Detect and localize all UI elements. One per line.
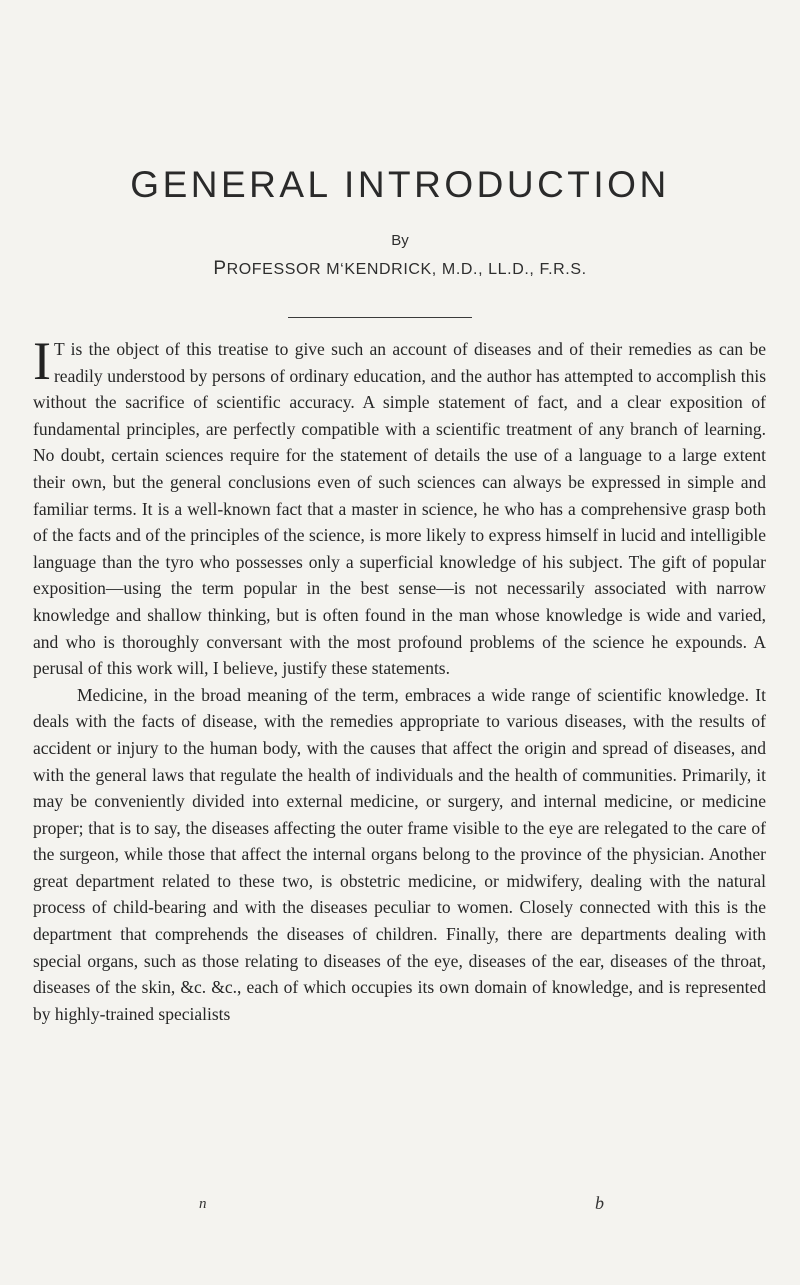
drop-cap: I <box>33 331 51 391</box>
signature-mark-left: n <box>199 1196 207 1212</box>
body-text <box>33 331 766 1027</box>
byline-by: By <box>391 232 409 249</box>
section-divider <box>288 317 472 318</box>
paragraph-2: Medicine, in the broad meaning of the term, embraces a wide range of scientific knowledge. It deals with the facts of disease, with the remedies appropriate to various diseases, with the results of accident or injury to the human body, with the causes that affect the origin and spread of diseases, and with the general laws that regulate the health of individuals and the health of communities. Primarily, it may be conveniently divided into external medicine, or surgery, and internal medicine, or medicine proper; that is to say, the diseases affecting the outer frame visible to the eye are relegated to the care of the surgeon, while those that affect the internal organs belong to the province of the physician. Another great department related to these two, is obstetric medicine, or midwifery, dealing with the natural process of child-bearing and with the diseases peculiar to women. Closely connected with this is the department that comprehends the diseases of children. Finally, there are departments dealing with special organs, such as those relating to diseases of the eye, diseases of the ear, diseases of the throat, diseases of the skin, &c. &c., each of which occupies its own domain of knowledge, and is represented by highly-trained specialists <box>33 684 766 1024</box>
paragraph-1-text: T is the object of this treatise to give such an account of diseases and of their remedies as can be readily understood by persons of ordinary education, and the author has attempted to accomplish this without the sacrifice of scientific accuracy. A simple statement of fact, and a clear exposition of fundamental principles, are perfectly compatible with a scientific treatment of any branch of learning. No doubt, certain sciences require for the statement of details the use of a language to a large extent their own, but the general conclusions even of such sciences can always be expressed in simple and familiar terms. It is a well-known fact that a master in science, he who has a comprehensive grasp both of the facts and of the principles of the science, is more likely to express himself in lucid and intelligible language than the tyro who possesses only a superficial knowledge of his subject. The gift of popular exposition—using the term popular in the best sense—is not necessarily associated with narrow knowledge and shallow thinking, but is often found in the man whose knowledge is wide and varied, and who is thoroughly conversant with the most profound problems of the science he expounds. A perusal of this work will, I believe, justify these statements. <box>33 339 766 679</box>
paragraph-1 <box>33 331 766 682</box>
author-name: ROFESSOR M‘KENDRICK, M.D., LL.D., F.R.S. <box>226 261 587 278</box>
author-initial: P <box>213 258 227 279</box>
signature-mark-right: b <box>595 1193 604 1213</box>
author-line <box>0 258 800 280</box>
page-title: GENERAL INTRODUCTION <box>130 164 670 205</box>
